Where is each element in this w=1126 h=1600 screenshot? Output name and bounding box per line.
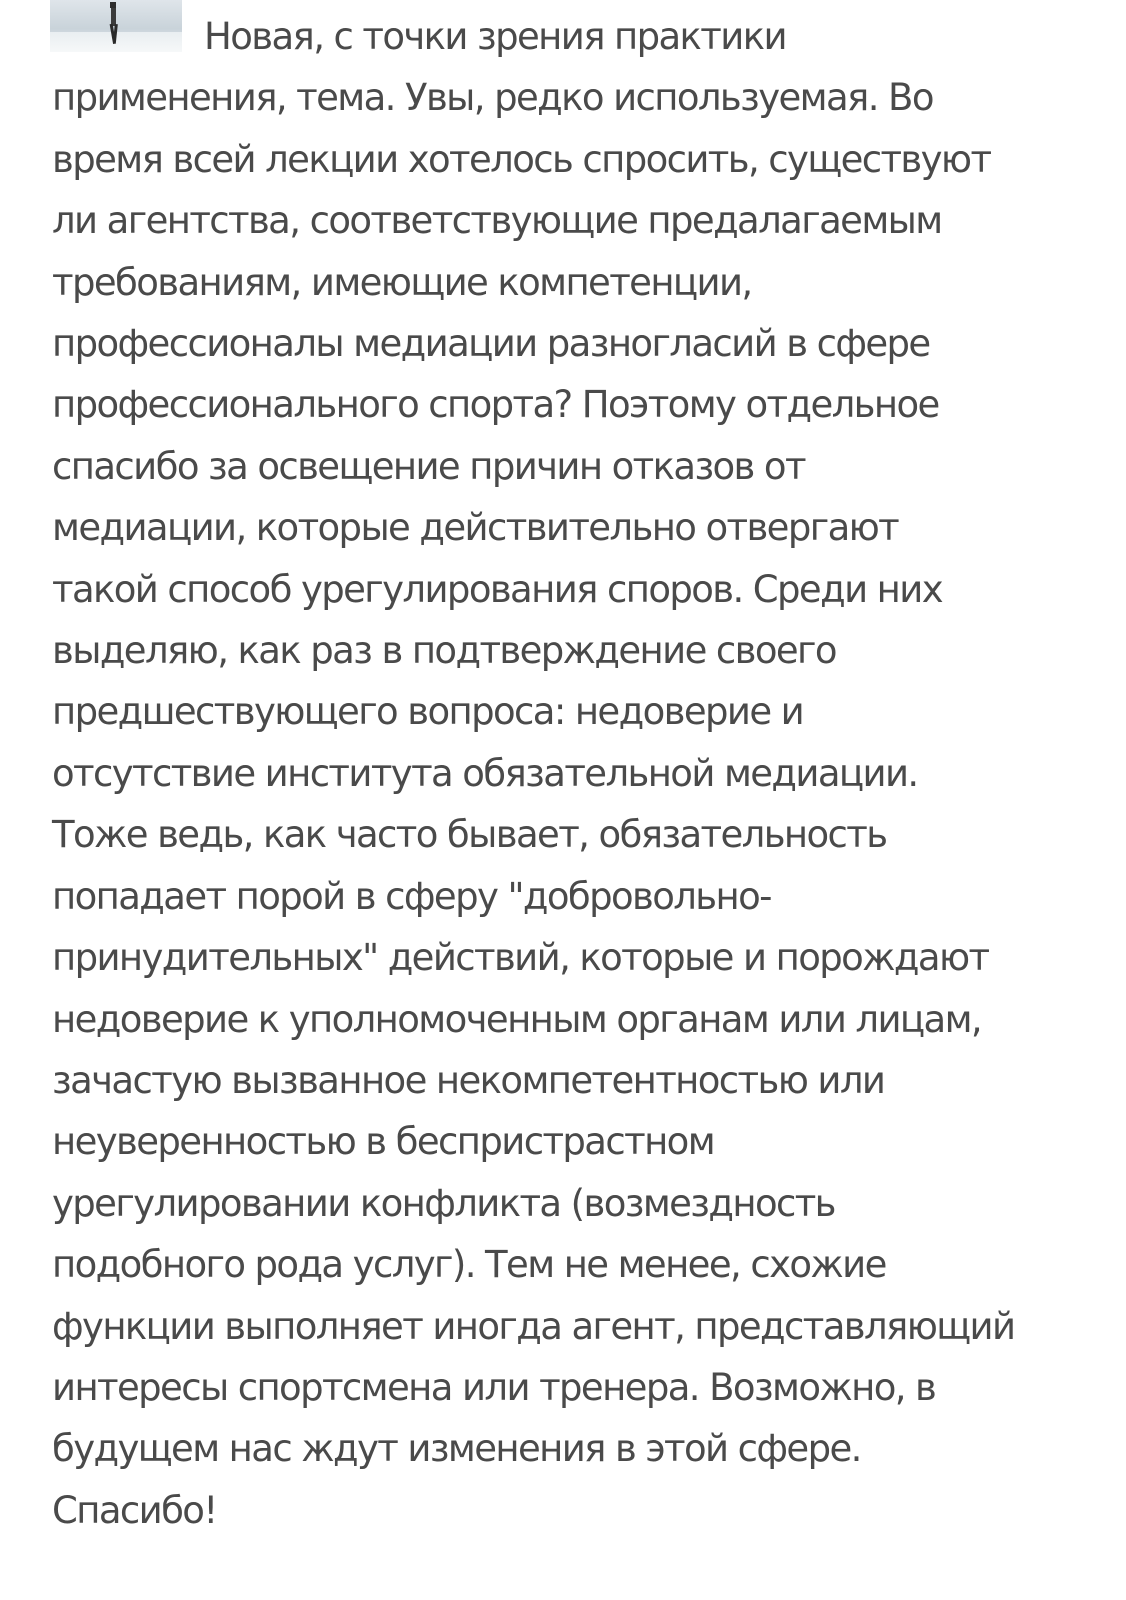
comment-line: функции выполняет иногда агент, представляющий [52, 1304, 1015, 1348]
comment-line: принудительных" действий, которые и порождают [52, 936, 989, 980]
comment-line: спасибо за освещение причин отказов от [52, 444, 805, 488]
comment-line: профессионального спорта? Поэтому отдельное [52, 383, 939, 427]
comment-line: Тоже ведь, как часто бывает, обязательность [52, 813, 887, 857]
comment-line: недоверие к уполномоченным органам или лицам, [52, 997, 982, 1041]
comment-line: ли агентства, соответствующие предалагаемым [52, 199, 942, 243]
comment-line: применения, тема. Увы, редко используемая. Во [52, 76, 933, 120]
comment-line: профессионалы медиации разногласий в сфере [52, 322, 930, 366]
comment-line: интересы спортсмена или тренера. Возможно, в [52, 1365, 936, 1409]
comment-line: попадает порой в сферу "добровольно- [52, 874, 771, 918]
comment-line: подобного рода услуг). Тем не менее, схожие [52, 1243, 886, 1287]
comment-line: медиации, которые действительно отвергают [52, 506, 899, 550]
comment-line: предшествующего вопроса: недоверие и [52, 690, 804, 734]
comment-line: неуверенностью в беспристрастном [52, 1120, 715, 1164]
comment-body [52, 6, 1082, 1541]
comment-line: отсутствие института обязательной медиации. [52, 751, 918, 795]
comment-line: Спасибо! [52, 1488, 217, 1532]
comment-line: требованиям, имеющие компетенции, [52, 260, 752, 304]
comment-line: выделяю, как раз в подтверждение своего [52, 629, 836, 673]
comment-line: Новая, с точки зрения практики [204, 15, 786, 58]
comment-line: урегулировании конфликта (возмездность [52, 1181, 835, 1225]
comment-line: будущем нас ждут изменения в этой сфере. [52, 1427, 861, 1471]
comment-line: зачастую вызванное некомпетентностью или [52, 1058, 885, 1102]
comment-line: время всей лекции хотелось спросить, существуют [52, 137, 991, 181]
comment-line: такой способ урегулирования споров. Среди них [52, 567, 943, 611]
